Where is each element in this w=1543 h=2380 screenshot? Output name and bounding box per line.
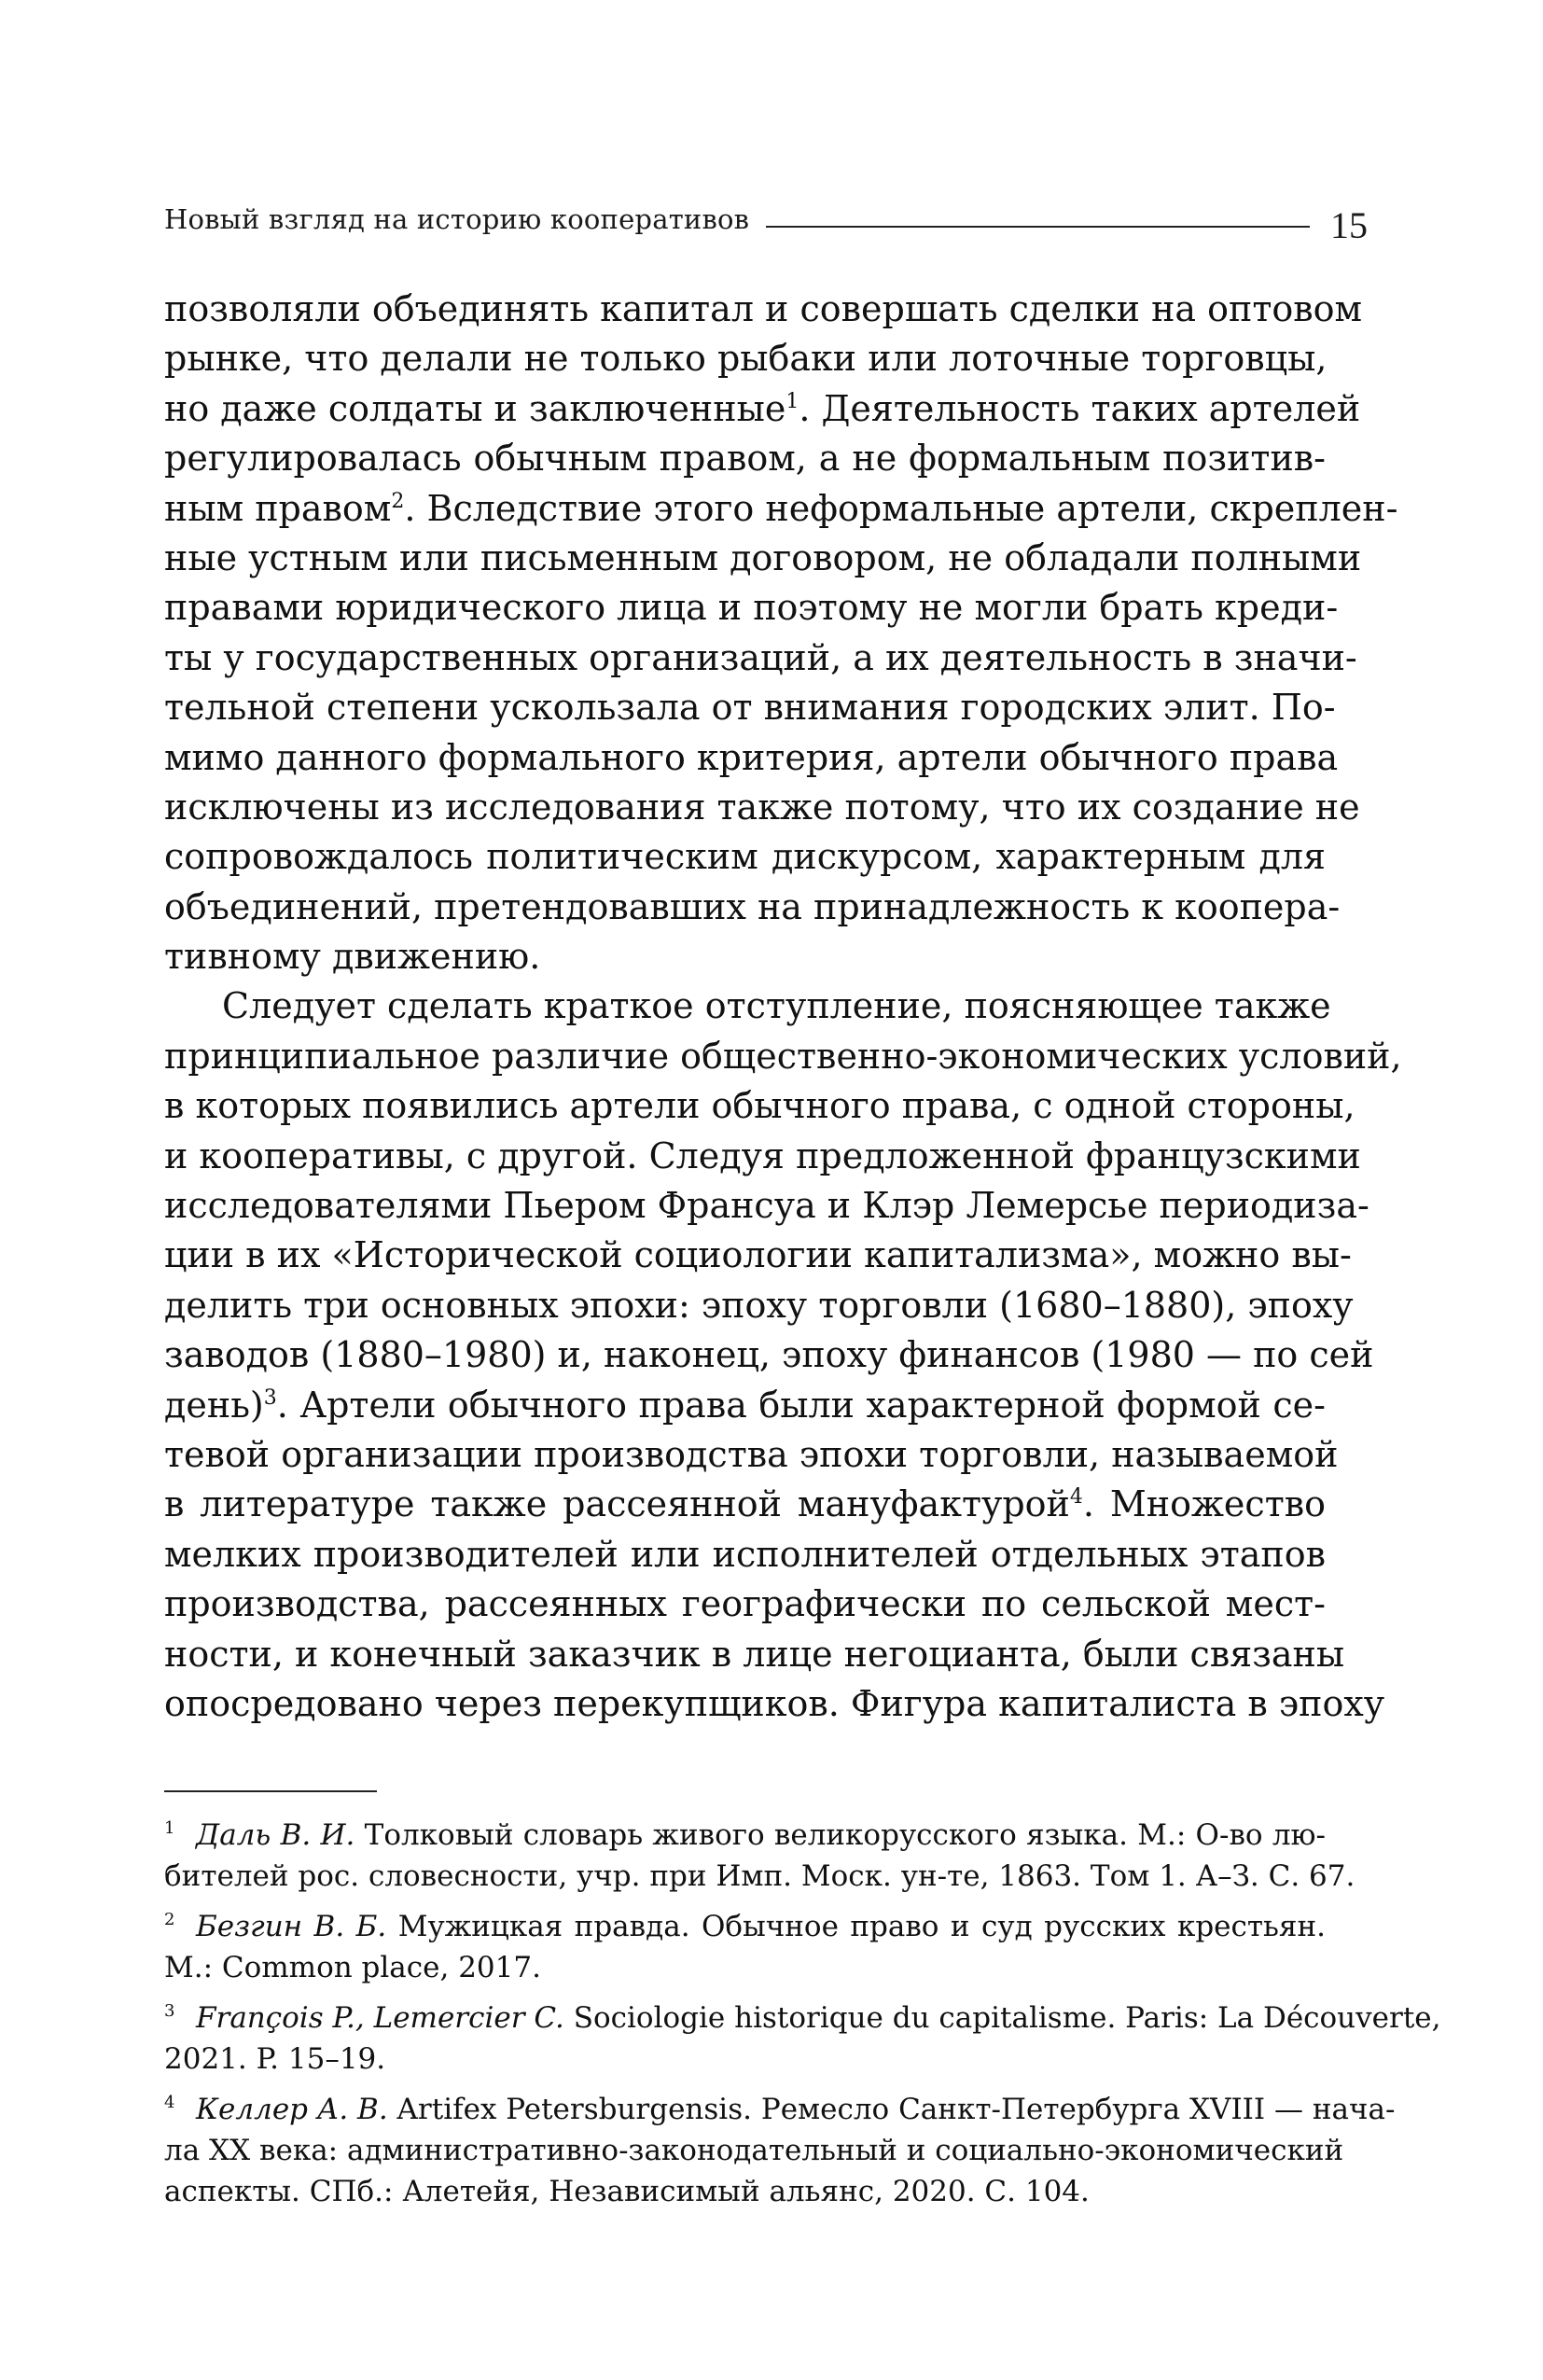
footnote-line: бителей рос. словесности, учр. при Имп. Моск. ун-те, 1863. Том 1. А–З. С. 67.: [164, 1859, 1355, 1893]
text-line: принципиальное различие общественно-экономических условий,: [164, 1035, 1402, 1077]
text-line: в литературе также рассеянной мануфактурой$^4$. Множество: [164, 1483, 1326, 1525]
text-line: объединений, претендовавших на принадлежность к коопера-: [164, 885, 1341, 927]
page-number: 15: [1330, 204, 1368, 246]
text-line: регулировалась обычным правом, а не формальным позитив-: [164, 438, 1326, 480]
text-line: исследователями Пьером Франсуа и Клэр Лемерсье периодиза-: [164, 1185, 1369, 1227]
footnote-ref-1[interactable]: 1: [785, 389, 799, 413]
text-line: мелких производителей или исполнителей отдельных этапов: [164, 1533, 1326, 1575]
footnotes: [164, 1815, 1441, 2221]
footnote-ref-2[interactable]: 2: [391, 489, 405, 513]
footnote-author: Безгин В. Б.: [196, 1910, 387, 1943]
footnote-ref-4[interactable]: 4: [1069, 1485, 1083, 1510]
text-line: день)$^3$. Артели обычного права были характерной формой се-: [164, 1384, 1326, 1426]
paragraph-2: [164, 981, 1402, 1729]
body-text: [164, 285, 1402, 1729]
footnote-line: $^3$ François P., Lemercier C. Sociologie historique du capitalisme. Paris: La Découverte,: [164, 2001, 1441, 2035]
text-line: тевой организации производства эпохи торговли, называемой: [164, 1433, 1339, 1475]
text-line: ным правом$^2$. Вследствие этого неформальные артели, скреплен-: [164, 487, 1398, 529]
footnote-line: $^2$ Безгин В. Б. Мужицкая правда. Обычное право и суд русских крестьян.: [164, 1910, 1326, 1943]
footnote-author: François P., Lemercier C.: [196, 2001, 564, 2035]
header-rule: [766, 226, 1310, 228]
footnote-line: М.: Common place, 2017.: [164, 1951, 541, 1984]
text-line: в которых появились артели обычного права, с одной стороны,: [164, 1085, 1355, 1127]
footnote-2: [164, 1906, 1326, 1988]
footnote-line: $^4$ Келлер А. В. Artifex Petersburgensis. Ремесло Санкт-Петербурга XVIII — нача-: [164, 2093, 1396, 2126]
footnote-3: [164, 1997, 1441, 2080]
text-line: опосредовано через перекупщиков. Фигура капиталиста в эпоху: [164, 1682, 1385, 1724]
footnote-1: [164, 1815, 1355, 1897]
footnote-divider: [164, 1790, 377, 1792]
footnote-ref-3[interactable]: 3: [263, 1385, 277, 1410]
text-line: заводов (1880–1980) и, наконец, эпоху финансов (1980 — по сей: [164, 1334, 1374, 1376]
text-line: но даже солдаты и заключенные$^1$. Деятельность таких артелей: [164, 387, 1361, 429]
running-header: [164, 198, 1368, 246]
text-line: рынке, что делали не только рыбаки или лоточные торговцы,: [164, 338, 1328, 380]
footnote-4: [164, 2089, 1396, 2212]
paragraph-1: [164, 285, 1398, 981]
footnote-line: $^1$ Даль В. И. Толковый словарь живого великорусского языка. М.: О-во лю-: [164, 1818, 1326, 1852]
text-line: производства, рассеянных географически по сельской мест-: [164, 1583, 1326, 1625]
running-title: Новый взгляд на историю кооперативов: [164, 203, 750, 235]
text-line: ты у государственных организаций, а их деятельность в значи-: [164, 636, 1357, 678]
text-line: ности, и конечный заказчик в лице негоцианта, были связаны: [164, 1633, 1345, 1675]
text-line: позволяли объединять капитал и совершать сделки на оптовом: [164, 288, 1363, 329]
footnote-author: Даль В. И.: [196, 1818, 355, 1852]
text-line: сопровождалось политическим дискурсом, характерным для: [164, 836, 1326, 878]
text-line: ные устным или письменным договором, не обладали полными: [164, 536, 1362, 578]
text-line: Следует сделать краткое отступление, поясняющее также: [222, 985, 1331, 1027]
text-line: правами юридического лица и поэтому не могли брать креди-: [164, 587, 1339, 629]
footnote-line: ла XX века: административно-законодательный и социально-экономический: [164, 2134, 1344, 2167]
text-line: делить три основных эпохи: эпоху торговли (1680–1880), эпоху: [164, 1284, 1354, 1326]
text-line: и кооперативы, с другой. Следуя предложенной французскими: [164, 1134, 1361, 1176]
text-line: исключены из исследования также потому, что их создание не: [164, 786, 1360, 828]
text-line: мимо данного формального критерия, артели обычного права: [164, 736, 1339, 778]
footnote-line: 2021. P. 15–19.: [164, 2042, 386, 2076]
text-line: ции в их «Исторической социологии капитализма», можно вы-: [164, 1234, 1352, 1276]
text-line: тельной степени ускользала от внимания городских элит. По-: [164, 687, 1336, 729]
footnote-author: Келлер А. В.: [196, 2093, 388, 2126]
footnote-line: аспекты. СПб.: Алетейя, Независимый альянс, 2020. С. 104.: [164, 2175, 1090, 2208]
text-line: тивному движению.: [164, 936, 541, 978]
